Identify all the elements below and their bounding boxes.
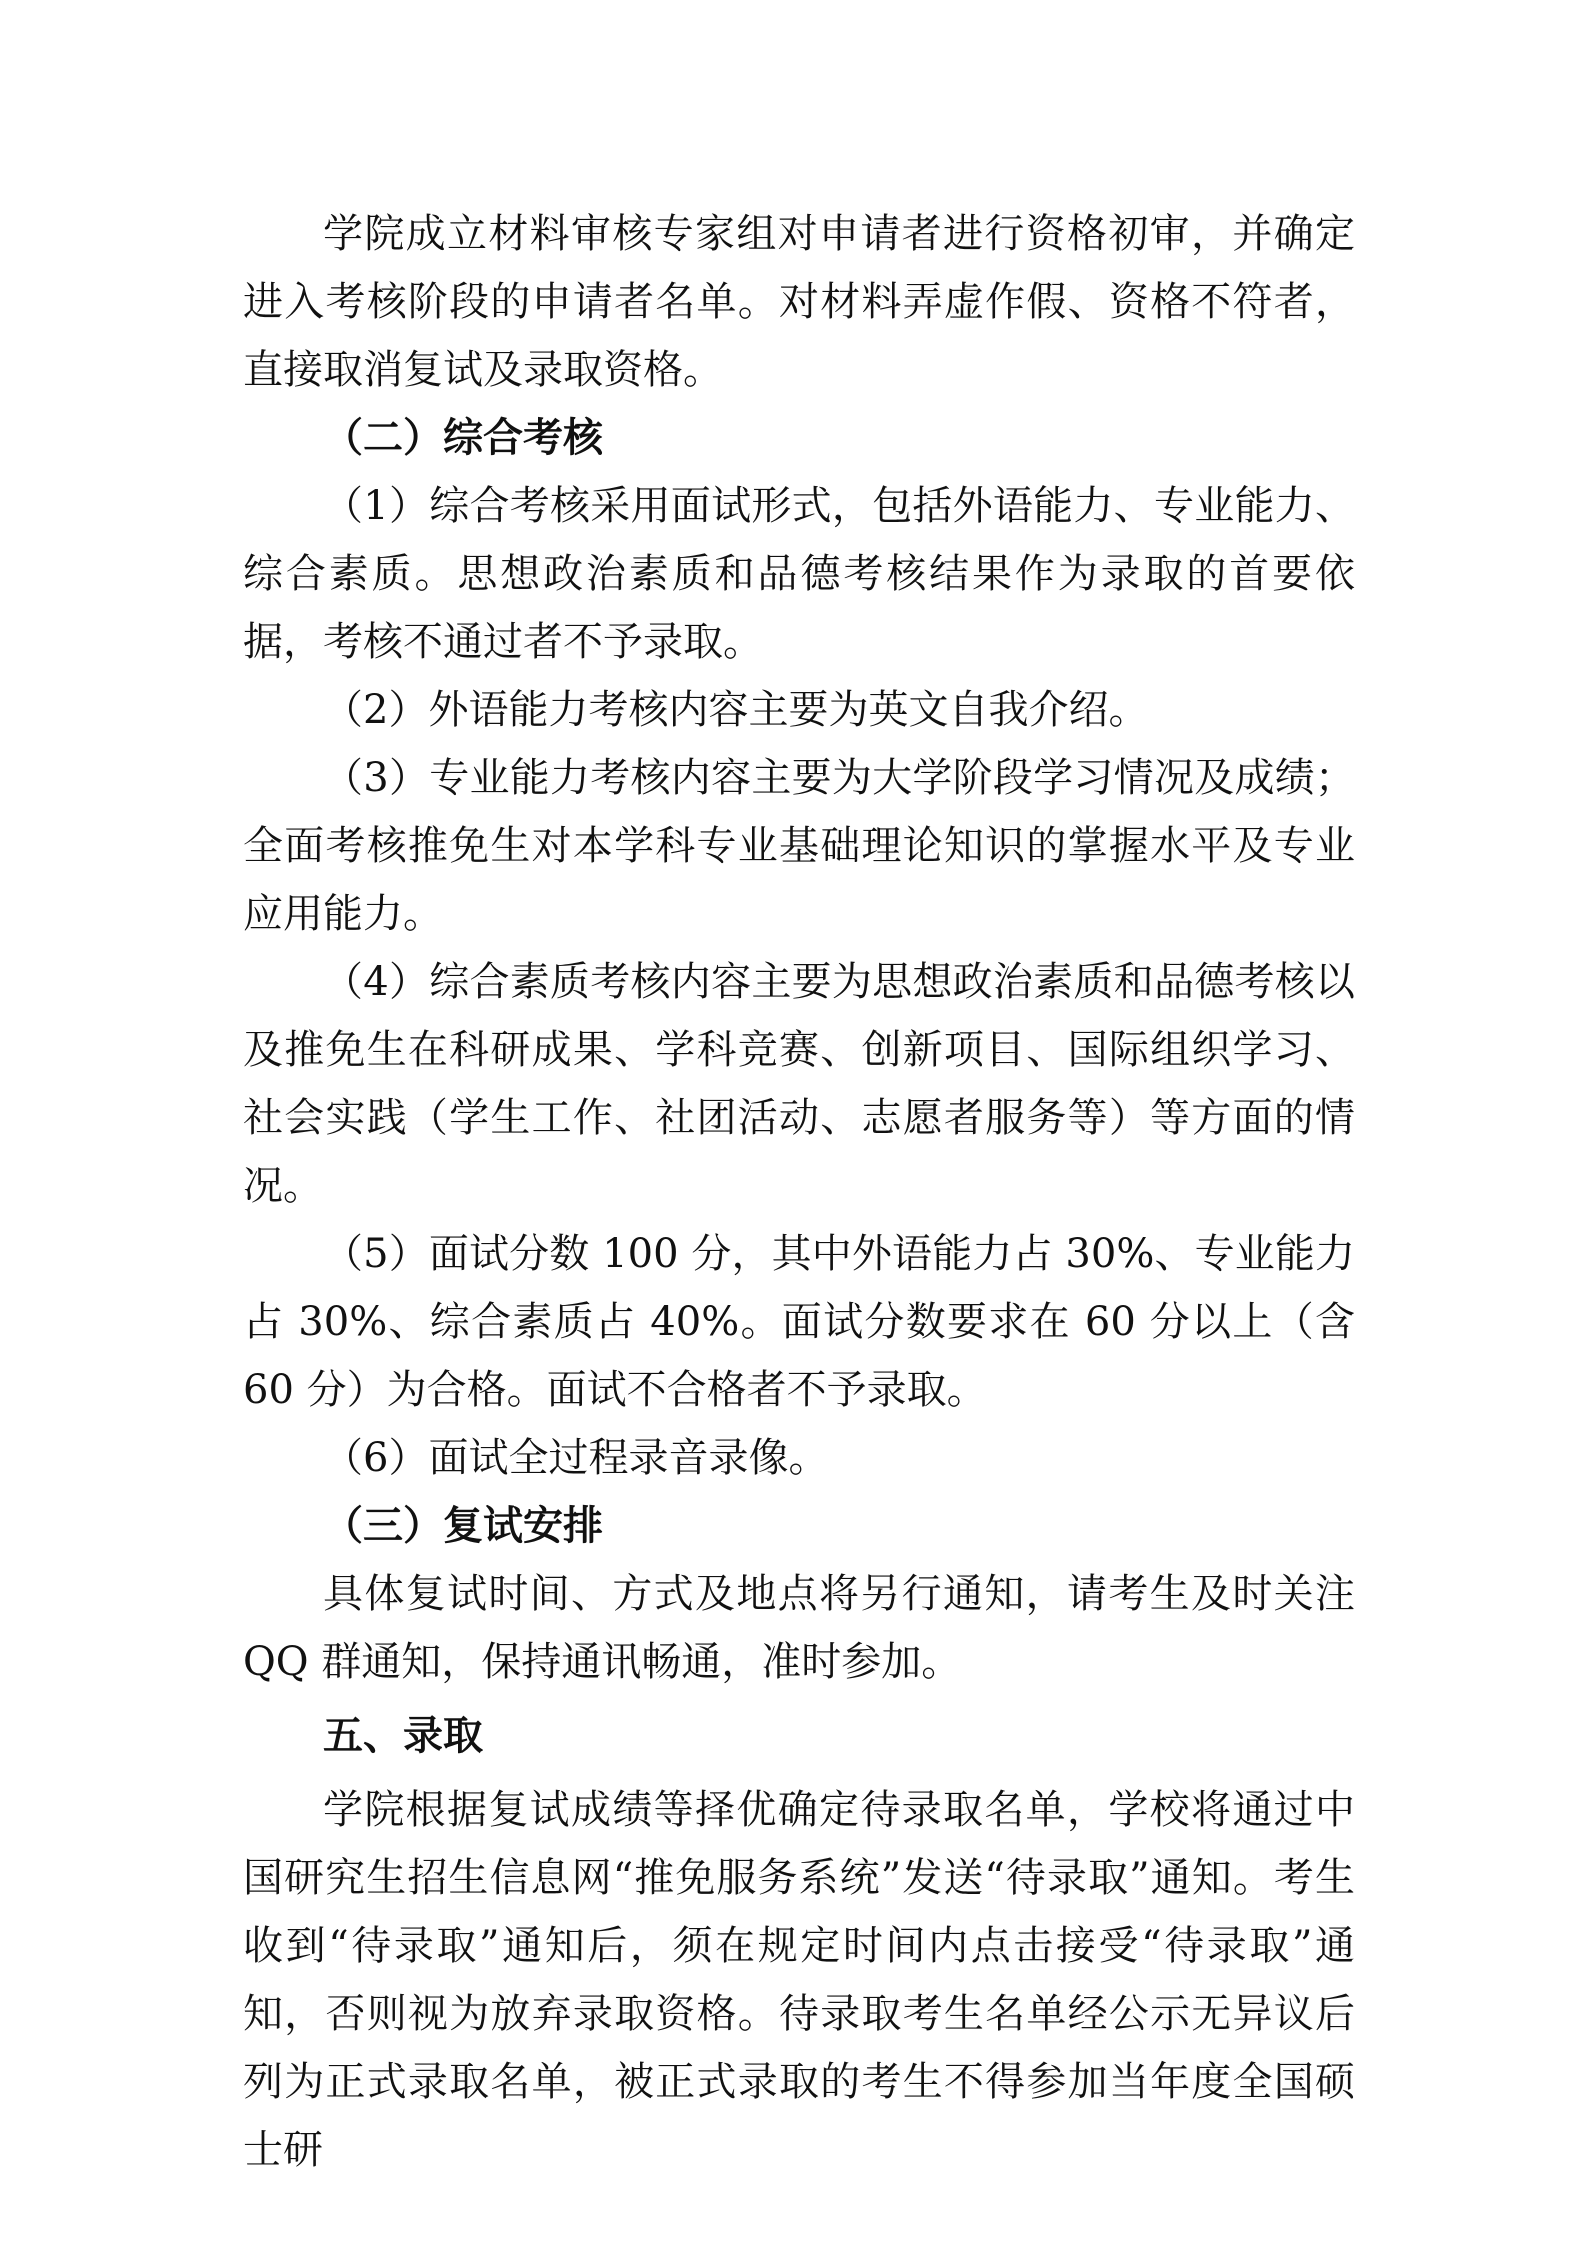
heading-admission: 五、录取: [323, 1713, 483, 1759]
paragraph-assessment-item-2: （2）外语能力考核内容主要为英文自我介绍。: [323, 687, 1149, 733]
paragraph-assessment-item-5: （5）面试分数 100 分，其中外语能力占 30%、专业能力占 30%、综合素质占 40%。面试分数要求在 60 分以上（含 60 分）为合格。面试不合格者不予录取。: [243, 1231, 1355, 1413]
document-page: [243, 200, 1355, 2184]
heading-retest-arrangement: （三）复试安排: [323, 1503, 603, 1549]
paragraph-admission: 学院根据复试成绩等择优确定待录取名单，学校将通过中国研究生招生信息网“推免服务系统”发送“待录取”通知。考生收到“待录取”通知后，须在规定时间内点击接受“待录取”通知，否则视为放弃录取资格。待录取考生名单经公示无异议后列为正式录取名单，被正式录取的考生不得参加当年度全国硕士研: [243, 1787, 1355, 2173]
heading-comprehensive-assessment: （二）综合考核: [323, 415, 603, 461]
paragraph-assessment-item-6: （6）面试全过程录音录像。: [323, 1435, 829, 1481]
paragraph-assessment-item-4: （4）综合素质考核内容主要为思想政治素质和品德考核以及推免生在科研成果、学科竞赛、创新项目、国际组织学习、社会实践（学生工作、社团活动、志愿者服务等）等方面的情况。: [243, 959, 1355, 1209]
paragraph-initial-review: 学院成立材料审核专家组对申请者进行资格初审，并确定进入考核阶段的申请者名单。对材料弄虚作假、资格不符者，直接取消复试及录取资格。: [243, 211, 1355, 393]
paragraph-assessment-item-3: （3）专业能力考核内容主要为大学阶段学习情况及成绩；全面考核推免生对本学科专业基础理论知识的掌握水平及专业应用能力。: [243, 755, 1355, 937]
paragraph-retest-arrangement: 具体复试时间、方式及地点将另行通知，请考生及时关注 QQ 群通知，保持通讯畅通，准时参加。: [243, 1571, 1355, 1685]
paragraph-assessment-item-1: （1）综合考核采用面试形式，包括外语能力、专业能力、综合素质。思想政治素质和品德考核结果作为录取的首要依据，考核不通过者不予录取。: [243, 483, 1355, 665]
